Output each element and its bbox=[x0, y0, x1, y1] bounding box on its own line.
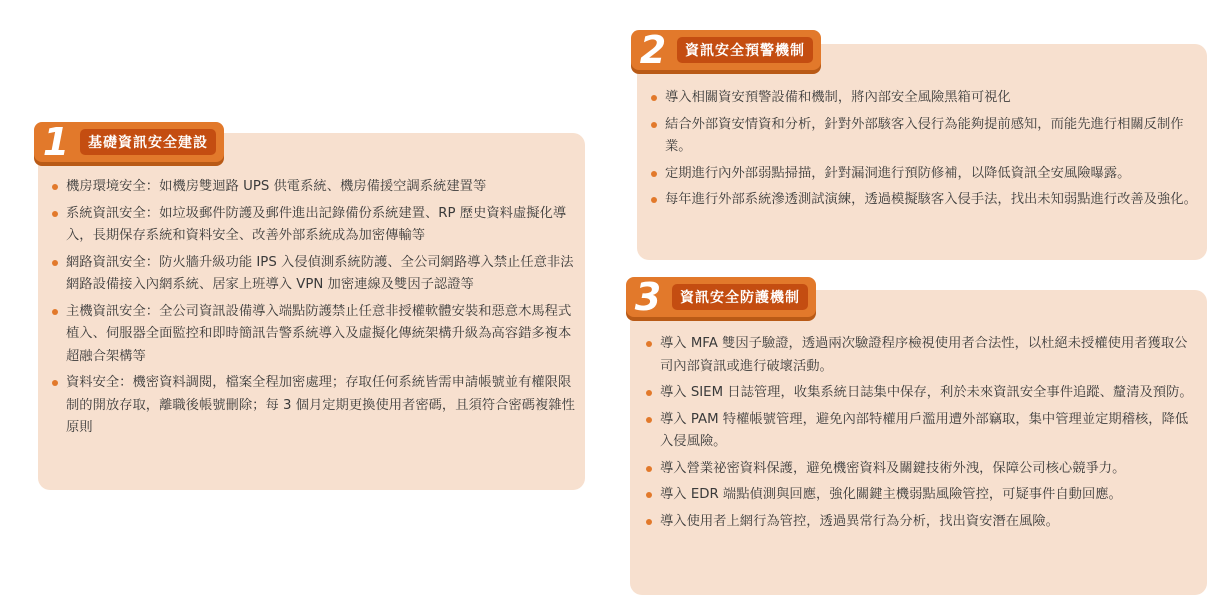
list-item: 導入相關資安預警設備和機制，將內部安全風險黑箱可視化 bbox=[651, 87, 1197, 110]
section1-list bbox=[52, 176, 576, 440]
section2-title: 資訊安全預警機制 bbox=[677, 37, 813, 63]
list-item: 網路資訊安全：防火牆升級功能 IPS 入侵偵測系統防護、全公司網路導入禁止任意非法網路設備接入內網系統、居家上班導入 VPN 加密連線及雙因子認證等 bbox=[52, 252, 576, 297]
section3-title: 資訊安全防護機制 bbox=[672, 284, 808, 310]
section3-number: 3 bbox=[634, 275, 662, 319]
section2-header bbox=[631, 30, 821, 70]
section2-number: 2 bbox=[639, 28, 667, 72]
section2-list bbox=[651, 87, 1197, 212]
list-item: 主機資訊安全：全公司資訊設備導入端點防護禁止任意非授權軟體安裝和惡意木馬程式植入、伺服器全面監控和即時簡訊告警系統導入及虛擬化傳統架構升級為高容錯多複本超融合架構等 bbox=[52, 301, 576, 369]
list-item: 每年進行外部系統滲透測試演練，透過模擬駭客入侵手法，找出未知弱點進行改善及強化。 bbox=[651, 189, 1197, 212]
list-item: 導入 EDR 端點偵測與回應，強化關鍵主機弱點風險管控，可疑事件自動回應。 bbox=[646, 484, 1198, 507]
list-item: 機房環境安全：如機房雙迴路 UPS 供電系統、機房備援空調系統建置等 bbox=[52, 176, 576, 199]
list-item: 導入 MFA 雙因子驗證，透過兩次驗證程序檢視使用者合法性，以杜絕未授權使用者獲取公司內部資訊或進行破壞活動。 bbox=[646, 333, 1198, 378]
list-item: 結合外部資安情資和分析，針對外部駭客入侵行為能夠提前感知，而能先進行相關反制作業。 bbox=[651, 114, 1197, 159]
list-item: 導入 PAM 特權帳號管理，避免內部特權用戶濫用遭外部竊取，集中管理並定期稽核，降低入侵風險。 bbox=[646, 409, 1198, 454]
section3-header bbox=[626, 277, 816, 317]
section1-header bbox=[34, 122, 224, 162]
section1-title: 基礎資訊安全建設 bbox=[80, 129, 216, 155]
list-item: 資料安全：機密資料調閱，檔案全程加密處理；存取任何系統皆需申請帳號並有權限限制的開放存取，離職後帳號刪除；每 3 個月定期更換使用者密碼，且須符合密碼複雜性原則 bbox=[52, 372, 576, 440]
section1-number: 1 bbox=[42, 120, 70, 164]
list-item: 導入使用者上網行為管控，透過異常行為分析，找出資安潛在風險。 bbox=[646, 511, 1198, 534]
list-item: 系統資訊安全：如垃圾郵件防護及郵件進出記錄備份系統建置、RP 歷史資料虛擬化導入，長期保存系統和資料安全、改善外部系統成為加密傳輸等 bbox=[52, 203, 576, 248]
list-item: 導入 SIEM 日誌管理，收集系統日誌集中保存，利於未來資訊安全事件追蹤、釐清及預防。 bbox=[646, 382, 1198, 405]
section3-list bbox=[646, 333, 1198, 533]
list-item: 定期進行內外部弱點掃描，針對漏洞進行預防修補，以降低資訊全安風險曝露。 bbox=[651, 163, 1197, 186]
list-item: 導入營業祕密資料保護，避免機密資料及關鍵技術外洩，保障公司核心競爭力。 bbox=[646, 458, 1198, 481]
